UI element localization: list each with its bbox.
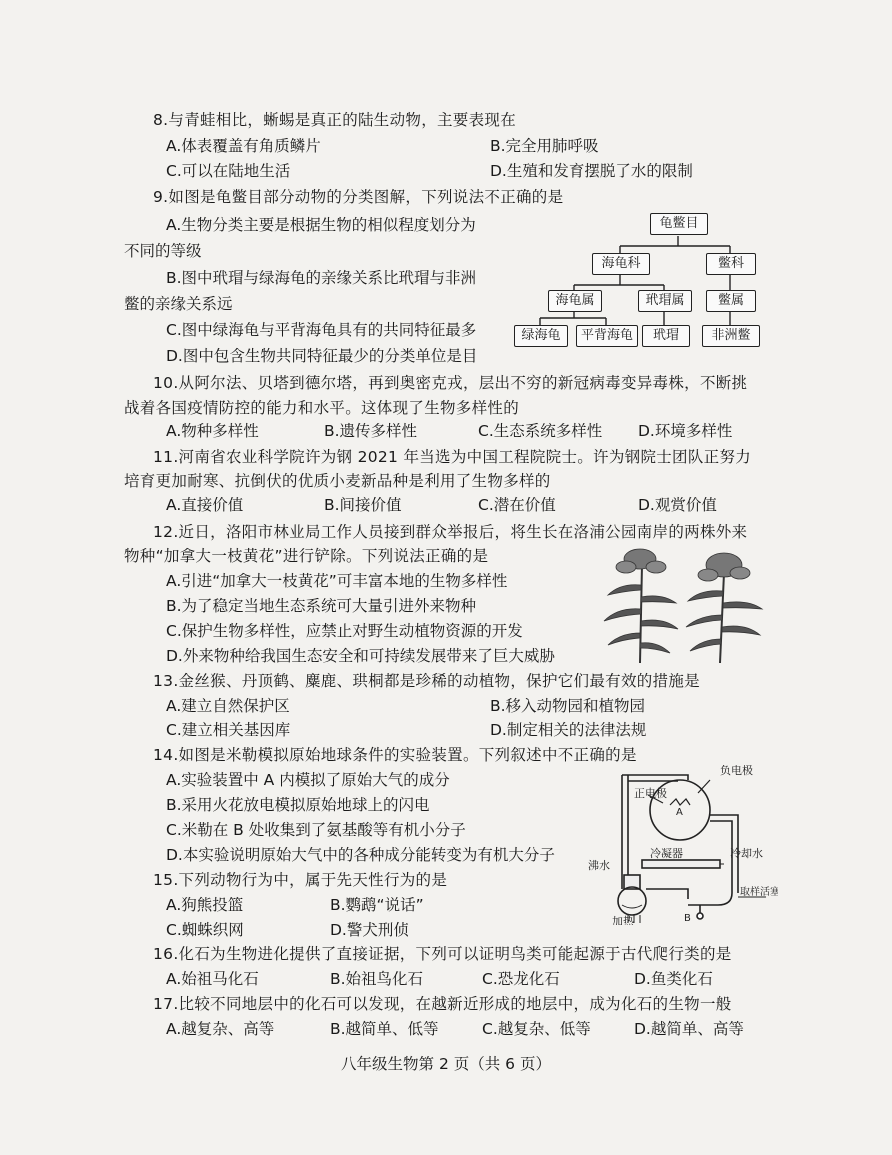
label-cooling-water: 冷却水 — [730, 847, 763, 860]
q15-option-c: C.蜘蛛织网 — [166, 921, 244, 939]
q9-option-d: D.图中包含生物共同特征最少的分类单位是目 — [166, 347, 478, 365]
q17-stem: 17.比较不同地层中的化石可以发现，在越新近形成的地层中，成为化石的生物一般 — [153, 995, 732, 1013]
q13-option-b: B.移入动物园和植物园 — [490, 697, 646, 715]
q8-option-c: C.可以在陆地生活 — [166, 162, 291, 180]
q11-stem: 11.河南省农业科学院许为钢 2021 年当选为中国工程院院士。许为钢院士团队正努力 — [153, 448, 752, 466]
q15-stem: 15.下列动物行为中，属于先天性行为的是 — [153, 871, 448, 889]
miller-apparatus-drawing — [588, 765, 778, 925]
q10-option-b: B.遗传多样性 — [324, 422, 418, 440]
q11-option-a: A.直接价值 — [166, 496, 244, 514]
q8-stem: 8.与青蛙相比，蜥蜴是真正的陆生动物，主要表现在 — [153, 111, 516, 129]
label-negative-electrode: 负电极 — [720, 765, 753, 777]
tree-node-african-softshell: 非洲鳖 — [702, 325, 760, 347]
q10-option-a: A.物种多样性 — [166, 422, 259, 440]
tree-node-family-softshell: 鳖科 — [706, 253, 756, 275]
label-boiling-water: 沸水 — [588, 859, 610, 872]
tree-node-hawksbill: 玳瑁 — [642, 325, 690, 347]
tree-node-genus-trionyx: 鳖属 — [706, 290, 756, 312]
q10-stem-cont: 战着各国疫情防控的能力和水平。这体现了生物多样性的 — [124, 399, 520, 417]
q14-option-d: D.本实验说明原始大气中的各种成分能转变为有机大分子 — [166, 846, 555, 864]
classification-tree-diagram — [512, 208, 774, 358]
label-heating: 加热 — [612, 915, 634, 925]
q9-stem: 9.如图是龟鳖目部分动物的分类图解，下列说法不正确的是 — [153, 188, 564, 206]
q14-option-c: C.米勒在 B 处收集到了氨基酸等有机小分子 — [166, 821, 466, 839]
tree-node-genus-eretmochelys: 玳瑁属 — [638, 290, 692, 312]
q16-option-d: D.鱼类化石 — [634, 970, 713, 988]
tree-node-flatback-turtle: 平背海龟 — [576, 325, 638, 347]
q8-option-b: B.完全用肺呼吸 — [490, 137, 599, 155]
q11-stem-cont: 培育更加耐寒、抗倒伏的优质小麦新品种是利用了生物多样的 — [124, 472, 551, 490]
q11-option-d: D.观赏价值 — [638, 496, 717, 514]
q11-option-b: B.间接价值 — [324, 496, 402, 514]
q11-option-c: C.潜在价值 — [478, 496, 556, 514]
q9-option-a-cont: 不同的等级 — [124, 242, 202, 260]
q8-option-d: D.生殖和发育摆脱了水的限制 — [490, 162, 693, 180]
q12-option-b: B.为了稳定当地生态系统可大量引进外来物种 — [166, 597, 477, 615]
q13-option-d: D.制定相关的法律法规 — [490, 721, 647, 739]
q12-option-a: A.引进“加拿大一枝黄花”可丰富本地的生物多样性 — [166, 572, 508, 590]
tree-node-green-turtle: 绿海龟 — [514, 325, 568, 347]
tree-node-family-sea-turtle: 海龟科 — [592, 253, 650, 275]
q16-option-b: B.始祖鸟化石 — [330, 970, 424, 988]
q13-stem: 13.金丝猴、丹顶鹤、麋鹿、珙桐都是珍稀的动植物，保护它们最有效的措施是 — [153, 672, 700, 690]
q10-option-d: D.环境多样性 — [638, 422, 733, 440]
q9-option-c: C.图中绿海龟与平背海龟具有的共同特征最多 — [166, 321, 477, 339]
q13-option-a: A.建立自然保护区 — [166, 697, 290, 715]
q9-option-a: A.生物分类主要是根据生物的相似程度划分为 — [166, 216, 476, 234]
q9-option-b-cont: 鳖的亲缘关系远 — [124, 295, 233, 313]
q15-option-d: D.警犬刑侦 — [330, 921, 409, 939]
q9-option-b: B.图中玳瑁与绿海龟的亲缘关系比玳瑁与非洲 — [166, 269, 477, 287]
label-positive-electrode: 正电极 — [634, 787, 667, 800]
q16-option-a: A.始祖马化石 — [166, 970, 259, 988]
q16-stem: 16.化石为生物进化提供了直接证据，下列可以证明鸟类可能起源于古代爬行类的是 — [153, 945, 732, 963]
q12-option-d: D.外来物种给我国生态安全和可持续发展带来了巨大威胁 — [166, 647, 555, 665]
q14-option-a: A.实验装置中 A 内模拟了原始大气的成分 — [166, 771, 450, 789]
q12-stem: 12.近日，洛阳市林业局工作人员接到群众举报后，将生长在洛浦公园南岸的两株外来 — [153, 523, 748, 541]
goldenrod-drawing — [600, 545, 780, 665]
page-footer: 八年级生物第 2 页（共 6 页） — [341, 1055, 551, 1073]
q12-option-c: C.保护生物多样性，应禁止对野生动植物资源的开发 — [166, 622, 523, 640]
q17-option-a: A.越复杂、高等 — [166, 1020, 275, 1038]
label-condenser: 冷凝器 — [650, 847, 683, 860]
q17-option-d: D.越简单、高等 — [634, 1020, 744, 1038]
q12-stem-cont: 物种“加拿大一枝黄花”进行铲除。下列说法正确的是 — [124, 547, 489, 565]
q10-stem: 10.从阿尔法、贝塔到德尔塔，再到奥密克戎，层出不穷的新冠病毒变异毒株，不断挑 — [153, 374, 748, 392]
q15-option-a: A.狗熊投篮 — [166, 896, 244, 914]
label-b: B — [684, 913, 691, 924]
q8-option-a: A.体表覆盖有角质鳞片 — [166, 137, 321, 155]
label-sampling-tap: 取样活塞 — [740, 887, 778, 898]
q10-option-c: C.生态系统多样性 — [478, 422, 603, 440]
label-a: A — [676, 807, 683, 818]
q16-option-c: C.恐龙化石 — [482, 970, 560, 988]
tree-node-genus-chelonia: 海龟属 — [548, 290, 602, 312]
q17-option-b: B.越简单、低等 — [330, 1020, 439, 1038]
q15-option-b: B.鹦鹉“说话” — [330, 896, 424, 914]
tree-node-order: 龟鳖目 — [650, 213, 708, 235]
q14-option-b: B.采用火花放电模拟原始地球上的闪电 — [166, 796, 430, 814]
q17-option-c: C.越复杂、低等 — [482, 1020, 591, 1038]
miller-experiment-diagram — [588, 765, 778, 925]
q14-stem: 14.如图是米勒模拟原始地球条件的实验装置。下列叙述中不正确的是 — [153, 746, 637, 764]
q13-option-c: C.建立相关基因库 — [166, 721, 291, 739]
goldenrod-plants-illustration — [600, 545, 780, 665]
